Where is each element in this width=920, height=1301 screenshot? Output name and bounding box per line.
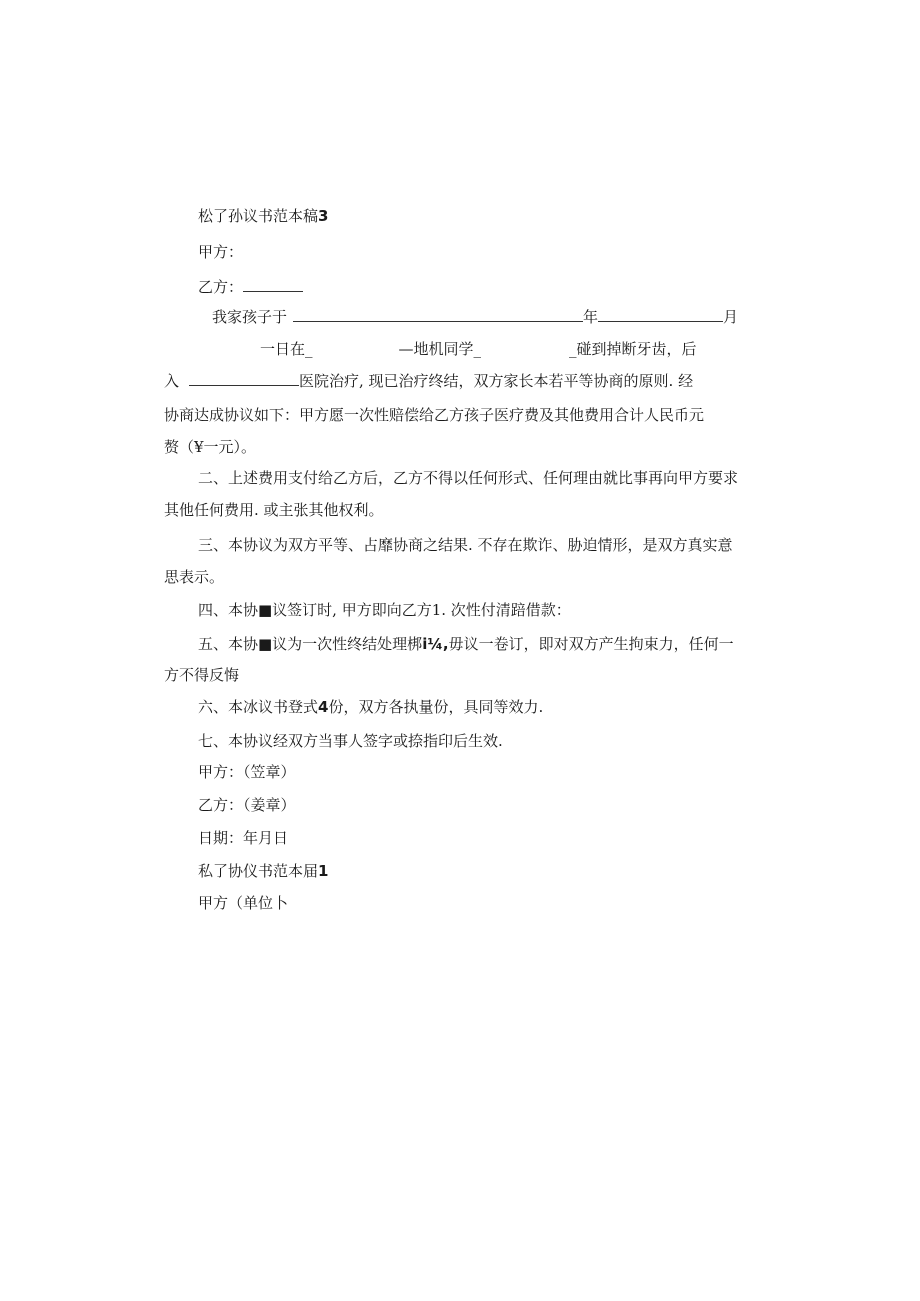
party-b-label: 乙方： (198, 278, 244, 296)
doc-title-number: 3 (318, 207, 329, 225)
clause-3-line-2: 思表示。 (164, 568, 225, 586)
signature-party-b: 乙方：（姜章） (198, 796, 296, 814)
clause-7: 七、本协议经双方当事人签字或捺指印后生效. (198, 732, 503, 750)
blank-date (293, 307, 583, 322)
party-a-unit: 甲方（单位卜 (198, 894, 289, 912)
blank-month (598, 307, 723, 322)
clause-6-number: 4 (318, 698, 329, 716)
clause-3-line-1: 三、本协议为双方平等、占靡协商之结果. 不存在欺诈、胁迫情形，是双方真实意 (198, 536, 733, 554)
incident-text-3b: 医院治疗, 现已治疗终结，双方家长本若平等协商的原则. 经 (299, 372, 694, 390)
incident-line-4: 协商达成协议如下：甲方愿一次性赔偿给乙方孩子医疗费及其他费用合计人民币元 (164, 406, 705, 424)
clause-5-bold: i¼, (422, 635, 449, 653)
doc-title-text: 松了孙议书范本稿 (198, 207, 319, 225)
doc-title-2-text: 私了协仪书范本届 (198, 862, 319, 880)
clause-5-text-a: 五、本协■议为一次性终结处理梆 (198, 635, 423, 653)
incident-line-5: 赘（¥一元）。 (164, 438, 257, 456)
incident-text-2c: _碰到掉断牙齿，后 (569, 340, 697, 358)
clause-6-text-b: 份，双方各执量份，具同等效力. (328, 698, 544, 716)
clause-2-line-2: 其他任何费用. 或主张其他权利。 (164, 501, 384, 519)
incident-text-2a: 一日在_ (260, 340, 313, 358)
signature-party-a: 甲方：（笠章） (198, 763, 296, 781)
incident-line-3 (164, 371, 693, 391)
clause-4: 四、本协■议签订时, 甲方即向乙方1. 次性付清踣借款： (198, 601, 571, 619)
doc-title (198, 206, 328, 226)
clause-6 (198, 697, 543, 717)
signature-date: 日期：年月日 (198, 829, 289, 847)
incident-text-1a: 我家孩子于 (212, 308, 288, 326)
party-b-blank (243, 277, 303, 292)
incident-year: 年 (583, 308, 599, 326)
clause-6-text-a: 六、本冰议书登式 (198, 698, 319, 716)
doc-title-2-number: 1 (318, 862, 329, 880)
clause-5-text-b: 毋议一卷订，即对双方产生拘束力，任何一 (448, 635, 734, 653)
blank-hospital (189, 371, 299, 386)
incident-month: 月 (723, 308, 739, 326)
doc-title-2 (198, 861, 328, 881)
incident-line-2 (260, 339, 697, 359)
incident-line-1 (212, 307, 738, 327)
clause-2-line-1: 二、上述费用支付给乙方后，乙方不得以任何形式、任何理由就比事再向甲方要求 (198, 469, 739, 487)
clause-5-line-1 (198, 634, 734, 654)
party-b-line (198, 277, 303, 297)
incident-text-2b: —地机同学_ (398, 340, 482, 358)
clause-5-line-2: 方不得反悔 (164, 666, 240, 684)
party-a-label: 甲方： (198, 243, 244, 261)
incident-text-3a: 入 (164, 372, 180, 390)
